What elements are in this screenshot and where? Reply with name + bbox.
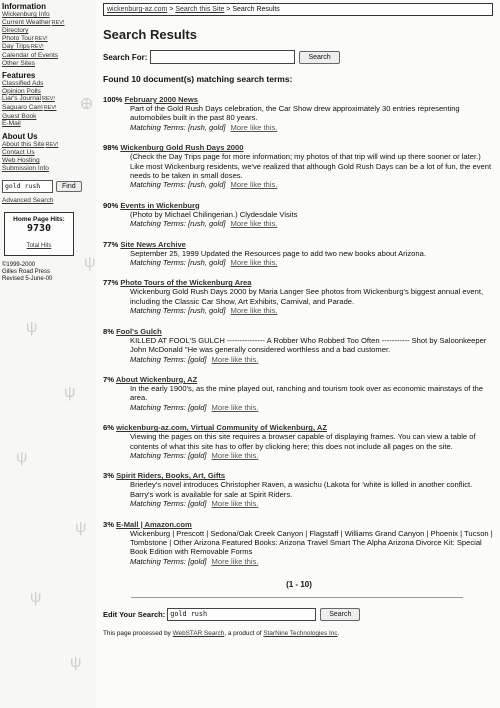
result-description: (Check the Day Trips page for more information; my photos of that trip will wind up there sooner or later.) Like most Wickenburg residents, we've realized that although Gold Rush Days can be a lot of fun, the event needs to be taken in small doses. <box>130 152 492 181</box>
matching-terms: Matching Terms: [rush, gold] <box>130 306 226 316</box>
copyright-line: Gilles Road Press <box>2 269 51 276</box>
search-for-label: Search For: <box>103 52 148 62</box>
result-header <box>103 520 495 529</box>
result-terms-row <box>130 403 495 412</box>
result-header <box>103 240 495 249</box>
result-title-link[interactable]: wickenburg-az.com, Virtual Community of Wickenburg, AZ <box>116 423 328 433</box>
result-header <box>103 423 495 432</box>
result-item <box>103 375 495 412</box>
copyright-line: Revised 5-June-00 <box>2 276 53 283</box>
more-like-this-link[interactable]: More like this. <box>230 122 278 132</box>
revised-badge: REV! <box>45 141 59 148</box>
sidebar-link[interactable] <box>2 88 96 96</box>
result-body <box>130 152 495 190</box>
sidebar-link-group <box>2 141 96 172</box>
revised-badge: REV! <box>42 96 55 103</box>
breadcrumb-separator: > <box>169 6 174 13</box>
cactus-icon: ψ <box>84 254 96 271</box>
sidebar-link[interactable] <box>2 11 96 19</box>
sidebar-link[interactable] <box>2 113 96 121</box>
more-like-this-link[interactable]: More like this. <box>230 306 278 316</box>
result-description: (Photo by Michael Chilingerian.) Clydesdale Visits <box>130 209 298 219</box>
result-description: Brierley's novel introduces Christopher Raven, a wasichu (Lakota for 'white is killed in another conflict. Barry's work is available for sale at Spirit Riders. <box>130 480 473 499</box>
result-terms-row <box>130 258 495 267</box>
result-item <box>103 240 495 268</box>
result-item <box>103 143 495 190</box>
matching-terms: Matching Terms: [rush, gold] <box>130 258 226 268</box>
sidebar-link-group <box>2 11 96 67</box>
sidebar-link[interactable] <box>2 80 96 88</box>
sidebar-link-label: Other Sites <box>2 59 35 67</box>
result-body <box>130 249 495 268</box>
matching-terms: Matching Terms: [gold] <box>130 556 207 566</box>
cactus-icon: ψ <box>26 319 38 336</box>
sidebar-link[interactable] <box>2 43 96 52</box>
edit-search-label: Edit Your Search: <box>103 610 166 620</box>
webstar-link[interactable]: WebSTAR Search <box>172 630 225 638</box>
result-body <box>130 432 495 460</box>
sidebar-link[interactable] <box>2 95 96 104</box>
result-score: 7% <box>103 374 114 384</box>
sidebar-link[interactable] <box>2 149 96 157</box>
breadcrumb-search-site[interactable]: Search this Site <box>175 6 225 13</box>
cactus-icon: ψ <box>75 519 87 536</box>
result-terms-row <box>130 123 495 132</box>
matching-terms: Matching Terms: [gold] <box>130 354 207 364</box>
edit-search-input[interactable]: gold rush <box>167 608 316 621</box>
result-header <box>103 201 495 210</box>
copyright <box>2 262 96 283</box>
sidebar-link-label: Wickenburg Info <box>2 11 50 18</box>
revised-badge: REV! <box>34 35 48 42</box>
result-body <box>130 104 495 132</box>
cactus-icon: ψ <box>70 654 82 671</box>
result-header <box>103 375 495 384</box>
result-body <box>130 210 495 229</box>
more-like-this-link[interactable]: More like this. <box>211 499 259 509</box>
sidebar-link-label: Submission Info <box>2 164 49 172</box>
more-like-this-link[interactable]: More like this. <box>230 219 278 229</box>
result-description: Part of the Gold Rush Days celebration, the Car Show drew approximately 30 entries representing automobiles built in the past 80 years. <box>130 104 460 123</box>
sidebar-link[interactable] <box>2 27 96 35</box>
search-input[interactable] <box>150 50 295 64</box>
result-terms-row <box>130 219 495 228</box>
result-item <box>103 520 495 567</box>
sidebar-link[interactable] <box>2 104 96 113</box>
revised-badge: REV! <box>43 104 57 111</box>
result-score: 8% <box>103 326 114 336</box>
search-form <box>103 50 495 64</box>
sidebar-link-label: Current Weather <box>2 18 51 26</box>
result-title-link[interactable]: About Wickenburg, AZ <box>115 374 198 384</box>
result-title-link[interactable]: Photo Tours of the Wickenburg Area <box>120 278 252 288</box>
result-score: 100% <box>103 95 123 104</box>
result-score: 3% <box>103 471 114 481</box>
sidebar-search-input[interactable]: gold rush <box>2 180 53 193</box>
result-header <box>103 327 495 336</box>
sidebar-link-label: Liar's Journal <box>2 95 42 103</box>
advanced-search-link[interactable]: Advanced Search <box>2 197 54 205</box>
result-header <box>103 95 495 104</box>
result-title-link[interactable]: Wickenburg Gold Rush Days 2000 <box>120 143 244 153</box>
revised-badge: REV! <box>51 19 65 26</box>
cactus-icon: ψ <box>30 589 42 606</box>
hit-counter <box>4 212 74 256</box>
result-title-link[interactable]: Fool's Gulch <box>116 326 162 336</box>
more-like-this-link[interactable]: More like this. <box>230 180 278 190</box>
more-like-this-link[interactable]: More like this. <box>211 402 259 412</box>
sidebar-link[interactable] <box>2 165 96 173</box>
sidebar-link[interactable] <box>2 120 96 128</box>
sidebar-link-label: Day Trips <box>2 43 30 51</box>
result-score: 77% <box>103 239 119 249</box>
result-terms-row <box>130 451 495 460</box>
cactus-icon: ψ <box>16 449 28 466</box>
sidebar-link-label: About this Site <box>2 140 45 148</box>
result-body <box>130 336 495 364</box>
result-description: September 25, 1999 Updated the Resources page to add two new books about Arizona. <box>130 248 426 258</box>
sidebar-link[interactable] <box>2 60 96 68</box>
hits-title: Home Page Hits: <box>13 216 65 224</box>
result-item <box>103 423 495 460</box>
sidebar-link-label: Photo Tour <box>2 34 34 42</box>
sidebar-search <box>2 180 96 193</box>
result-body <box>130 529 495 567</box>
footer-text: This page processed by <box>103 630 173 638</box>
result-title-link[interactable]: Spirit Riders, Books, Art, Gifts <box>116 471 226 481</box>
result-header <box>103 278 495 287</box>
cactus-icon: 𐃏 <box>80 97 94 114</box>
more-like-this-link[interactable]: More like this. <box>211 556 259 566</box>
main-content <box>103 0 495 637</box>
sidebar-heading: About Us <box>2 131 38 141</box>
result-terms-row <box>130 355 495 364</box>
sidebar-heading: Information <box>2 2 46 11</box>
footer <box>103 630 495 637</box>
edit-search-form <box>103 608 495 621</box>
result-header <box>103 143 495 152</box>
result-header <box>103 471 495 480</box>
copyright-line: ©1999-2000 <box>2 262 36 269</box>
result-terms-row <box>130 306 495 315</box>
result-terms-row <box>130 180 495 189</box>
results-list <box>103 95 495 566</box>
result-description: Wickenburg | Prescott | Sedona/Oak Creek Canyon | Flagstaff | Williams Grand Canyon | Phoenix | Tucson | Tombstone | Other Arizona Featured Books: Arizona Travel Smart The Alpha Arizona Divorce Kit: Special Book Edition with Removable Forms <box>130 528 493 557</box>
sidebar <box>0 0 96 708</box>
result-description: KILLED AT FOOL'S GULCH --------------- A Robber Who Robbed Too Often ----------- Shot by Saloonkeeper John McDonald "He was generally considered worthless and a bad customer. <box>130 335 487 355</box>
sidebar-link[interactable] <box>2 35 96 44</box>
results-summary: Found 10 document(s) matching search terms: <box>103 74 293 84</box>
result-score: 98% <box>103 143 119 153</box>
sidebar-link[interactable] <box>2 19 96 28</box>
matching-terms: Matching Terms: [rush, gold] <box>130 219 226 229</box>
sidebar-link-label: Web Hosting <box>2 156 40 164</box>
sidebar-link-label: Directory <box>2 27 29 35</box>
result-title-link[interactable]: Events in Wickenburg <box>120 200 200 210</box>
result-title-link[interactable]: February 2000 News <box>124 95 199 104</box>
sidebar-link-label: Contact Us <box>2 149 35 157</box>
result-description: In the early 1900's, as the mine played out, ranching and tourism took over as economic mainstays of the area. <box>130 383 484 403</box>
sidebar-link-label: E-Mail <box>2 120 21 128</box>
result-item <box>103 95 495 132</box>
result-terms-row <box>130 499 495 508</box>
sidebar-link[interactable] <box>2 157 96 165</box>
revised-badge: REV! <box>30 44 44 51</box>
find-button[interactable]: Find <box>56 181 82 192</box>
result-description: Viewing the pages on this site requires a browser capable of displaying frames. You can view a table of contents of what this site has to offer by clicking here; this does not include all pages on the site. <box>130 432 476 451</box>
breadcrumb-home[interactable]: wickenburg-az.com <box>107 6 168 13</box>
sidebar-link-label: Calendar of Events <box>2 51 59 59</box>
result-title-link[interactable]: Site News Archive <box>120 239 186 249</box>
result-body <box>130 287 495 315</box>
matching-terms: Matching Terms: [rush, gold] <box>130 122 226 132</box>
more-like-this-link[interactable]: More like this. <box>230 258 278 268</box>
pager: (1 - 10) <box>286 580 312 590</box>
result-body <box>130 384 495 412</box>
result-item <box>103 327 495 364</box>
result-item <box>103 471 495 508</box>
more-like-this-link[interactable]: More like this. <box>211 354 259 364</box>
sidebar-link-label: Opinion Polls <box>2 87 41 95</box>
matching-terms: Matching Terms: [gold] <box>130 450 207 460</box>
result-score: 3% <box>103 519 114 529</box>
result-description: Wickenburg Gold Rush Days 2000 by Maria Langer See photos from Wickenburg's biggest annual event, including the Classic Car Show, Art Exhibits, Carnival, and Parade. <box>130 287 484 306</box>
edit-search-button[interactable]: Search <box>320 608 360 621</box>
result-score: 6% <box>103 423 114 433</box>
sidebar-heading: Features <box>2 71 36 81</box>
breadcrumb <box>103 3 493 16</box>
starnine-link[interactable]: StarNine Technologies Inc <box>263 630 338 638</box>
sidebar-link-group <box>2 80 96 128</box>
hits-count: 9730 <box>26 223 52 235</box>
matching-terms: Matching Terms: [rush, gold] <box>130 180 226 190</box>
result-score: 77% <box>103 278 119 288</box>
result-score: 90% <box>103 200 119 210</box>
sidebar-link-label: Classified Ads <box>2 80 44 88</box>
matching-terms: Matching Terms: [gold] <box>130 499 207 509</box>
sidebar-link-label: Guest Book <box>2 112 37 120</box>
footer-text: , a product of <box>224 630 264 638</box>
result-body <box>130 480 495 508</box>
breadcrumb-current: Search Results <box>232 6 280 13</box>
result-item <box>103 201 495 229</box>
matching-terms: Matching Terms: [gold] <box>130 402 207 412</box>
cactus-icon: ψ <box>64 384 76 401</box>
result-title-link[interactable]: E-Mall | Amazon.com <box>116 519 192 529</box>
more-like-this-link[interactable]: More like this. <box>211 450 259 460</box>
total-hits-link[interactable]: Total Hits <box>26 243 52 250</box>
sidebar-link[interactable] <box>2 52 96 60</box>
result-item <box>103 278 495 315</box>
result-terms-row <box>130 557 495 566</box>
breadcrumb-separator: > <box>226 6 231 13</box>
page-title: Search Results <box>103 27 197 42</box>
footer-text: . <box>337 630 340 638</box>
sidebar-link-label: Saguaro Cam <box>2 103 43 111</box>
sidebar-link[interactable] <box>2 141 96 150</box>
divider <box>131 597 463 598</box>
search-button[interactable]: Search <box>299 51 339 64</box>
